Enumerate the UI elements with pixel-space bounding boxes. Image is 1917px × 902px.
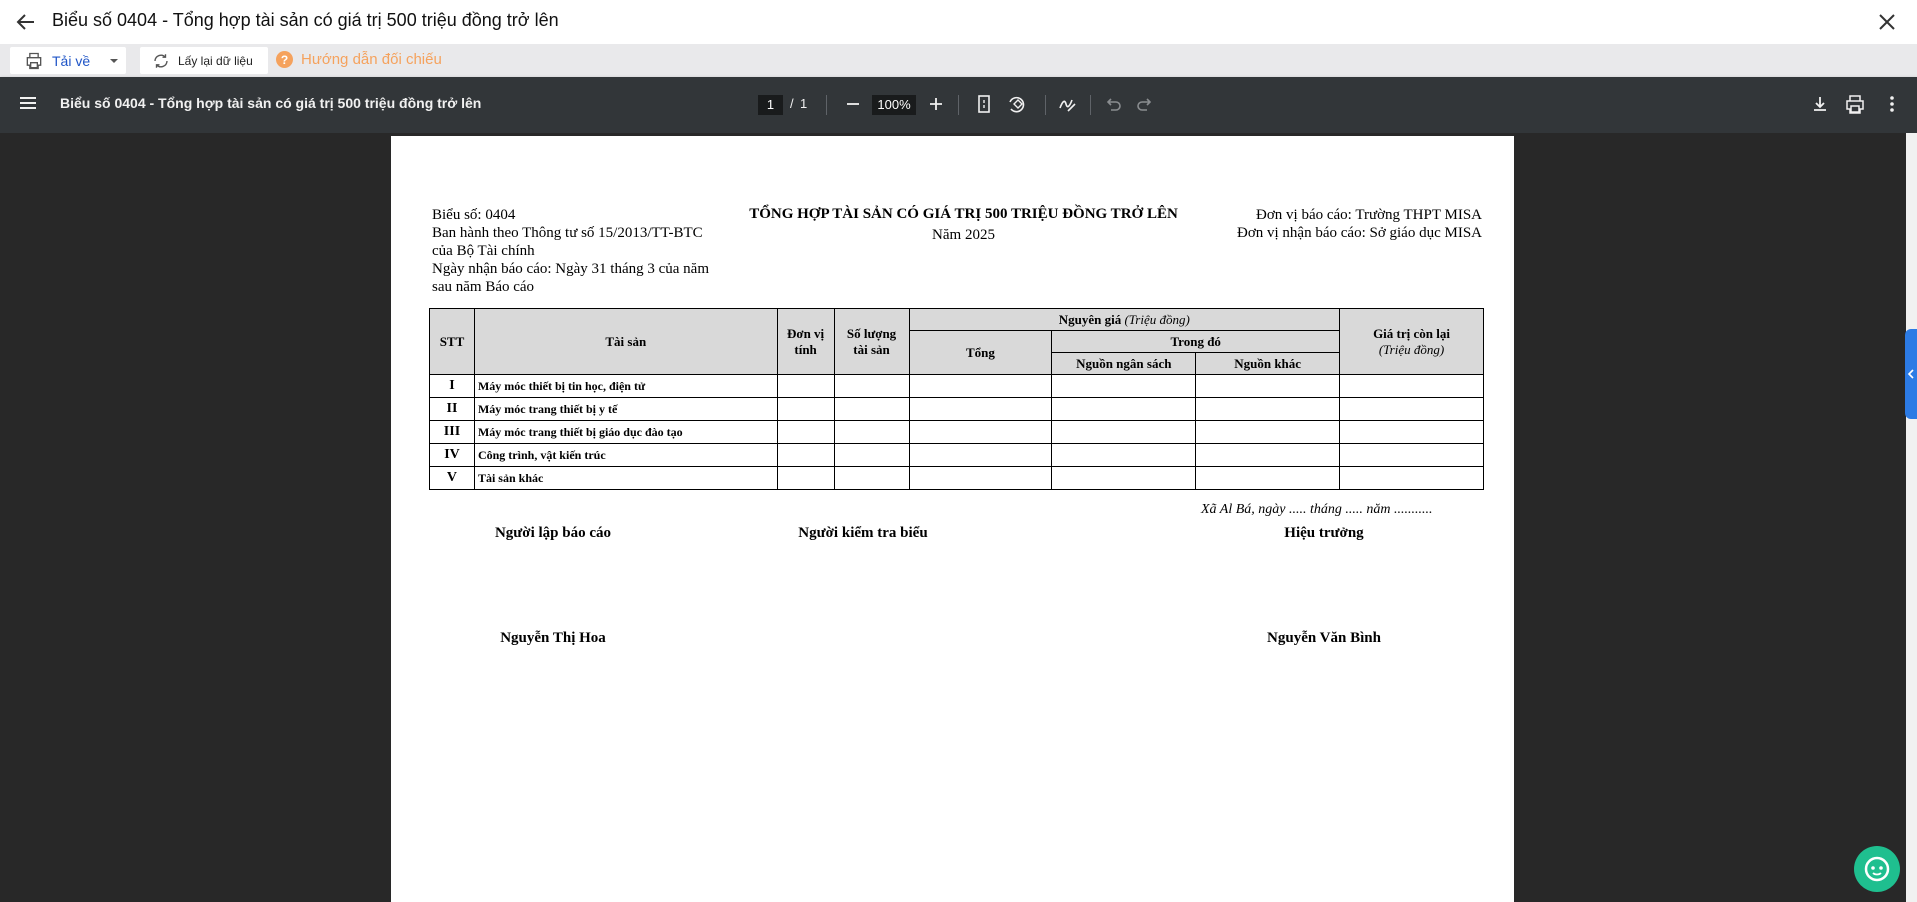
toolbar-divider <box>826 95 827 115</box>
row-stt: V <box>430 467 475 490</box>
download-label: Tải về <box>52 52 91 69</box>
row-stt: II <box>430 398 475 421</box>
reconcile-guide-link[interactable] <box>276 51 442 68</box>
pdf-document-title: Biểu số 0404 - Tổng hợp tài sản có giá trị 500 triệu đồng trở lên <box>60 95 482 111</box>
row-asset-name: Máy móc trang thiết bị y tế <box>474 398 777 421</box>
refresh-icon <box>152 52 170 70</box>
download-button[interactable] <box>10 47 126 74</box>
header-original-value: Nguyên giá (Triệu đồng) <box>909 309 1340 331</box>
side-panel-toggle[interactable] <box>1905 329 1917 419</box>
reporting-unit: Đơn vị báo cáo: Trường THPT MISA <box>1256 207 1482 223</box>
back-button[interactable] <box>14 10 38 34</box>
header-of-which: Trong đó <box>1052 331 1340 353</box>
arrow-left-icon <box>14 10 38 34</box>
principal-title: Hiệu trưởng <box>1284 525 1364 541</box>
reload-data-label: Lấy lại dữ liệu <box>178 53 253 68</box>
row-asset-name: Công trình, vật kiến trúc <box>474 444 777 467</box>
toolbar-divider <box>1090 95 1091 115</box>
zoom-in-icon[interactable] <box>925 93 947 115</box>
more-options-icon[interactable] <box>1881 93 1903 115</box>
receiving-unit: Đơn vị nhận báo cáo: Sở giáo dục MISA <box>1237 225 1482 241</box>
issued-by-line-2: của Bộ Tài chính <box>432 243 535 259</box>
zoom-level-input[interactable]: 100% <box>872 95 916 115</box>
toolbar-divider <box>1045 95 1046 115</box>
pdf-viewer[interactable] <box>0 133 1917 902</box>
pdf-toolbar <box>0 77 1917 133</box>
toolbar-divider <box>958 95 959 115</box>
row-asset-name: Máy móc thiết bị tin học, điện tử <box>474 375 777 398</box>
table-row <box>430 444 1484 467</box>
header-remaining-value: Giá trị còn lại (Triệu đồng) <box>1340 309 1484 375</box>
close-button[interactable] <box>1875 10 1899 34</box>
reload-data-button[interactable] <box>140 47 268 74</box>
zoom-out-icon[interactable] <box>842 93 864 115</box>
preparer-title: Người lập báo cáo <box>494 525 612 541</box>
form-info <box>432 206 742 296</box>
chat-icon <box>1862 854 1892 884</box>
question-icon: ? <box>276 51 293 68</box>
header-unit: Đơn vị tính <box>777 309 834 375</box>
report-heading <box>731 206 1196 244</box>
printer-icon <box>24 51 44 71</box>
undo-icon[interactable] <box>1102 93 1124 115</box>
header-quantity: Số lượng tài sản <box>834 309 909 375</box>
page-number-input[interactable]: 1 <box>758 95 783 115</box>
fit-page-icon[interactable] <box>973 93 995 115</box>
window-titlebar <box>0 0 1917 44</box>
window-title: Biểu số 0404 - Tổng hợp tài sản có giá trị 500 triệu đồng trở lên <box>52 10 559 30</box>
receive-date-line-1: Ngày nhận báo cáo: Ngày 31 tháng 3 của năm <box>432 261 709 277</box>
report-title: TỔNG HỢP TÀI SẢN CÓ GIÁ TRỊ 500 TRIỆU ĐỒNG TRỞ LÊN <box>749 206 1178 222</box>
print-icon[interactable] <box>1844 93 1866 115</box>
draw-icon[interactable] <box>1056 93 1078 115</box>
chevron-left-icon <box>1905 329 1917 419</box>
unit-info <box>1237 206 1482 242</box>
asset-table <box>429 308 1484 490</box>
row-stt: IV <box>430 444 475 467</box>
row-stt: I <box>430 375 475 398</box>
reconcile-guide-label: Hướng dẫn đối chiếu <box>301 51 442 68</box>
receive-date-line-2: sau năm Báo cáo <box>432 279 535 295</box>
close-icon <box>1875 10 1899 34</box>
header-total: Tổng <box>909 331 1052 375</box>
pdf-page <box>391 136 1514 902</box>
rotate-icon[interactable] <box>1005 93 1027 115</box>
principal-name: Nguyễn Văn Bình <box>1267 630 1381 646</box>
issued-by-line-1: Ban hành theo Thông tư số 15/2013/TT-BTC <box>432 225 703 241</box>
header-budget-source: Nguồn ngân sách <box>1052 353 1196 375</box>
caret-down-icon[interactable] <box>108 55 120 67</box>
checker-title: Người kiểm tra biểu <box>798 525 928 541</box>
table-row <box>430 398 1484 421</box>
download-icon[interactable] <box>1809 93 1831 115</box>
table-row <box>430 375 1484 398</box>
row-asset-name: Tài sản khác <box>474 467 777 490</box>
page-total: 1 <box>800 96 808 111</box>
preparer-name: Nguyễn Thị Hoa <box>500 630 606 646</box>
form-number: Biểu số: 0404 <box>432 207 516 223</box>
row-stt: III <box>430 421 475 444</box>
menu-icon[interactable] <box>18 93 38 113</box>
viewer-scrollbar[interactable] <box>1906 133 1917 902</box>
redo-icon[interactable] <box>1134 93 1156 115</box>
chat-button[interactable] <box>1854 846 1900 892</box>
report-year: Năm 2025 <box>932 227 995 243</box>
row-asset-name: Máy móc trang thiết bị giáo dục đào tạo <box>474 421 777 444</box>
header-stt: STT <box>430 309 475 375</box>
table-row <box>430 467 1484 490</box>
header-asset: Tài sản <box>474 309 777 375</box>
table-row <box>430 421 1484 444</box>
sign-date-line: Xã Al Bá, ngày ..... tháng ..... năm ........... <box>1201 502 1433 517</box>
page-separator: / <box>790 96 794 111</box>
header-other-source: Nguồn khác <box>1196 353 1340 375</box>
action-bar <box>0 44 1917 77</box>
